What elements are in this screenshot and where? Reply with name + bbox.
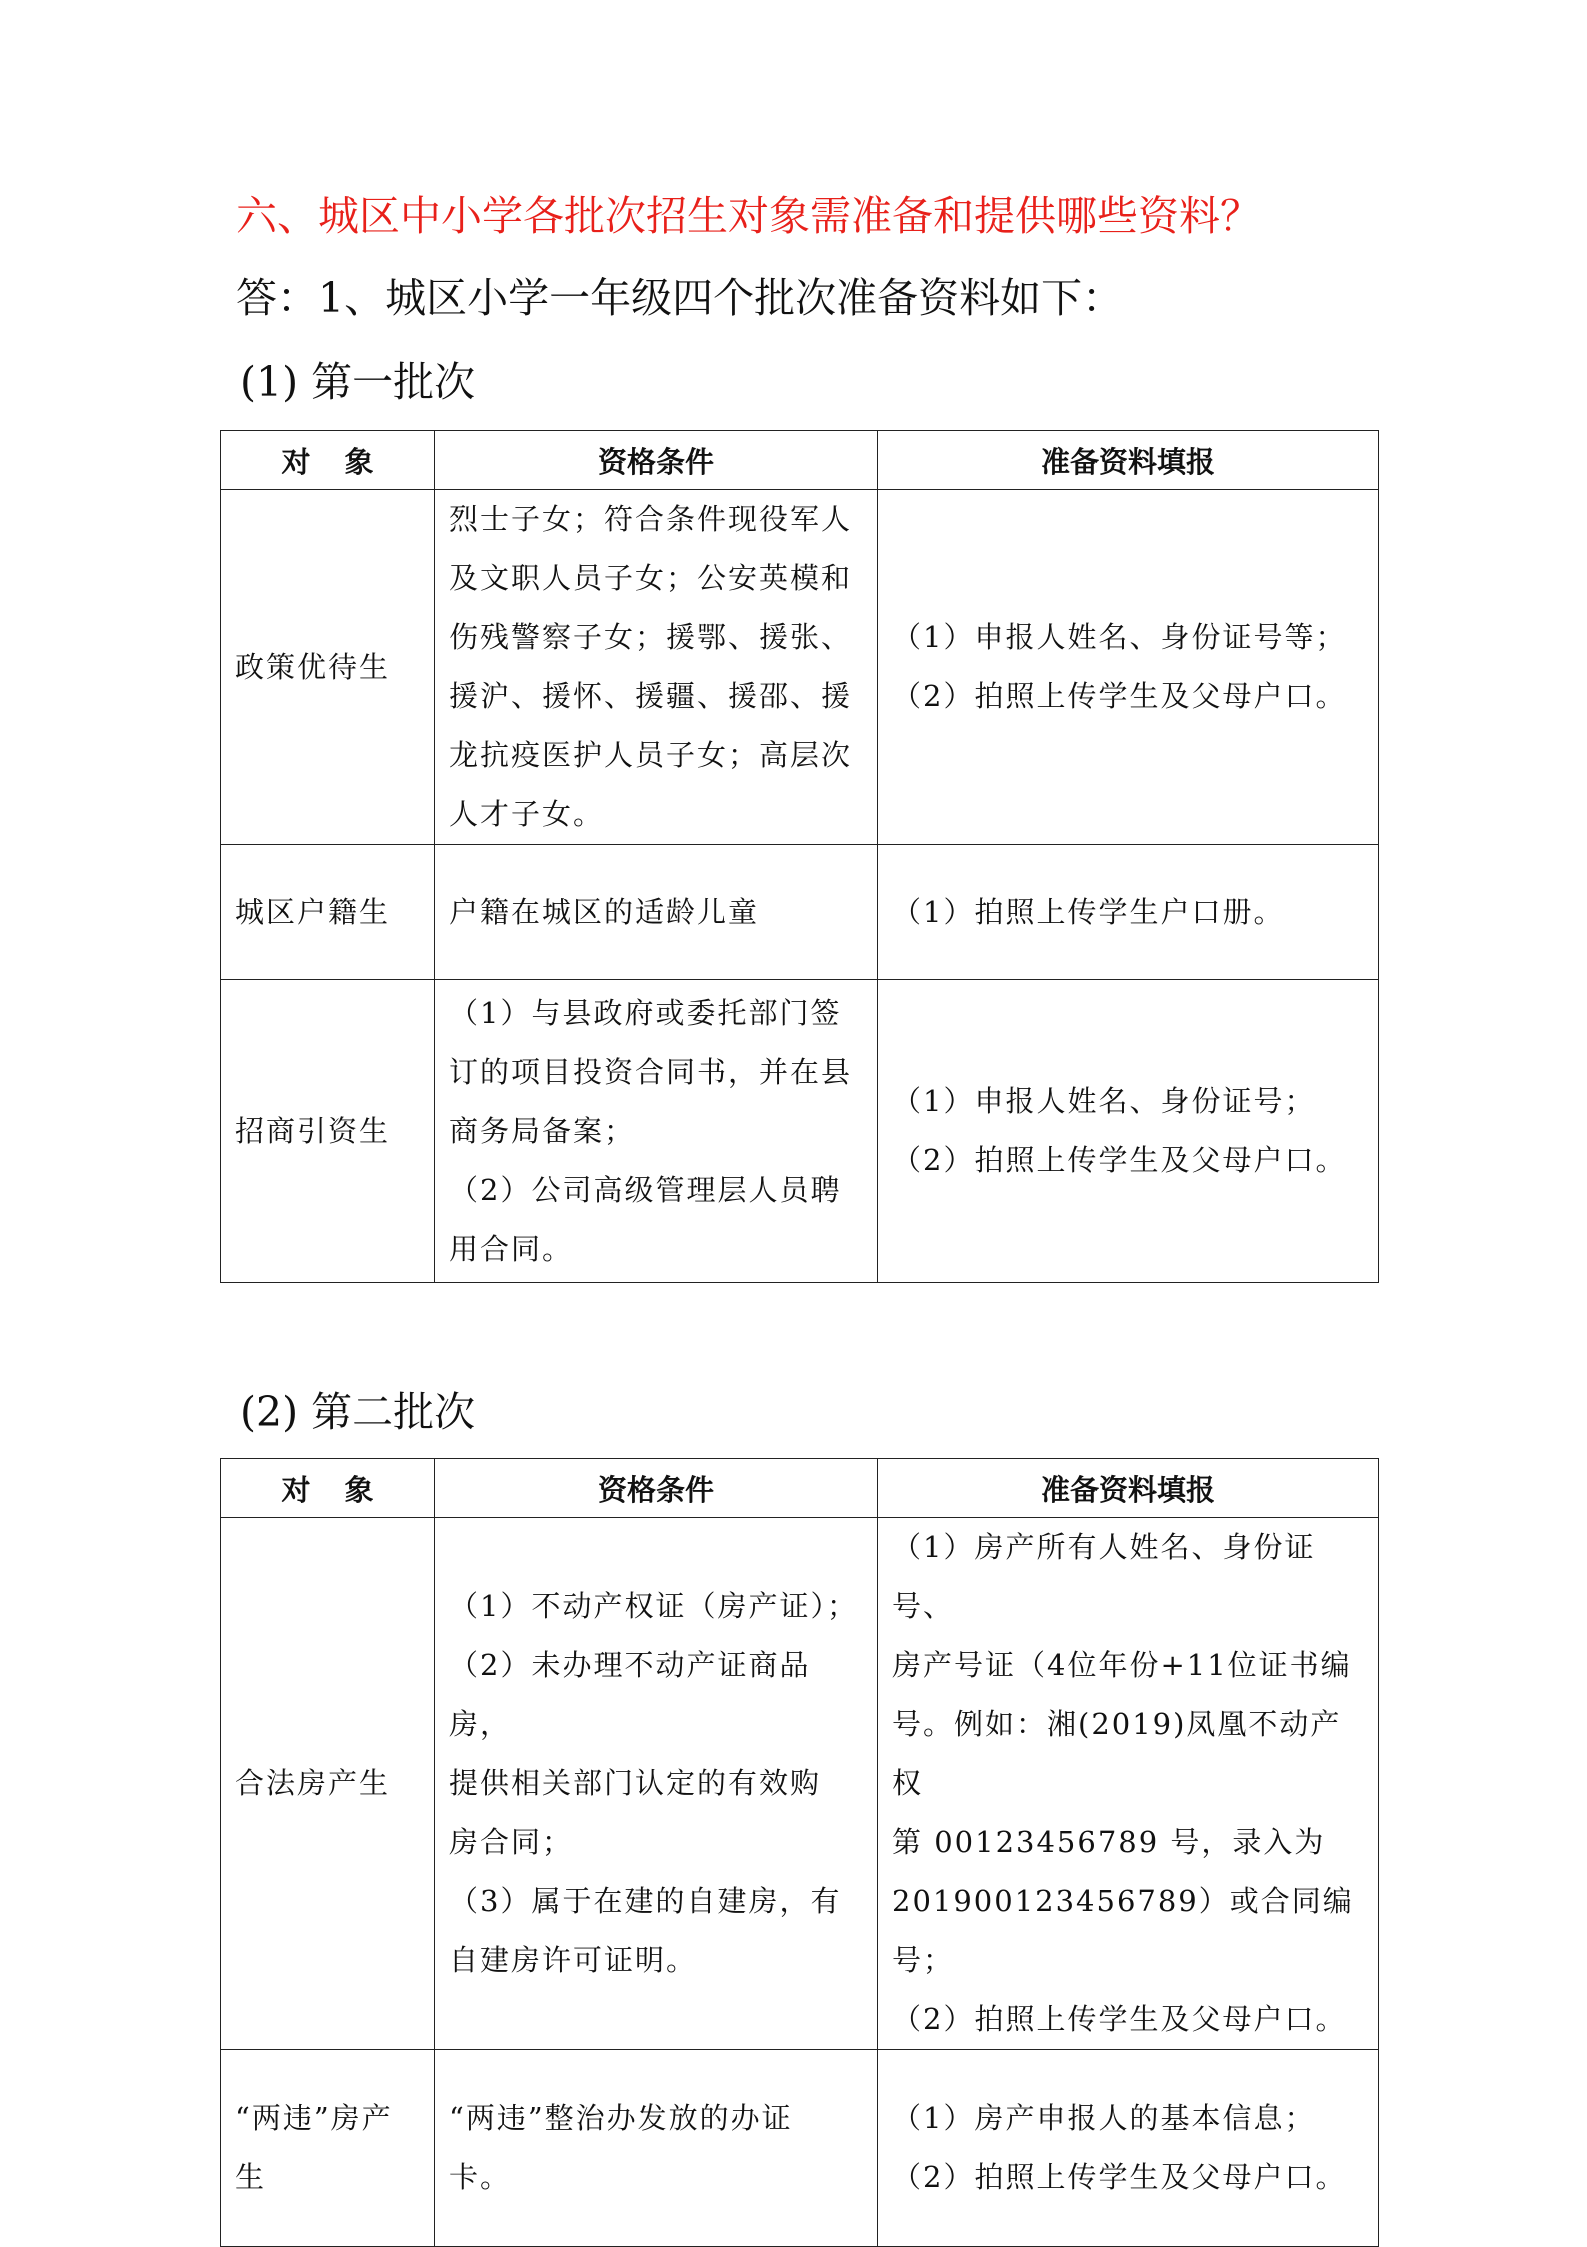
- row-object: 城区户籍生: [221, 845, 435, 980]
- qualification-line: 龙抗疫医护人员子女；高层次: [449, 738, 853, 772]
- header-object: 对象: [221, 431, 435, 490]
- materials-line: （2）拍照上传学生及父母户口。: [892, 2002, 1347, 2036]
- table-header-row: [221, 1459, 1379, 1518]
- question-title: 六、城区中小学各批次招生对象需准备和提供哪些资料？: [236, 192, 1261, 240]
- row-materials: [878, 2050, 1379, 2247]
- qualification-line: 订的项目投资合同书，并在县: [449, 1054, 853, 1089]
- table-row: [221, 845, 1379, 980]
- qualification-line: 用合同。: [449, 1231, 574, 1266]
- row-qualification: [435, 1518, 878, 2050]
- qualification-line: 烈士子女；符合条件现役军人: [449, 502, 853, 536]
- batch2-table: [220, 1458, 1379, 2247]
- header-object: 对象: [221, 1459, 435, 1518]
- table-row: [221, 2050, 1379, 2247]
- qualification-line: 户籍在城区的适龄儿童: [449, 894, 760, 929]
- materials-line: 第 00123456789 号，录入为: [892, 1825, 1326, 1859]
- row-object: 政策优待生: [221, 490, 435, 845]
- qualification-line: 卡。: [449, 2160, 512, 2194]
- table-header-row: [221, 431, 1379, 490]
- batch2-heading: (2) 第二批次: [240, 1388, 476, 1436]
- row-object: [221, 2050, 435, 2247]
- qualification-line: （2）未办理不动产证商品房，: [449, 1648, 811, 1741]
- object-line: “两违”房产: [235, 2101, 393, 2135]
- materials-line: 号。例如：湘(2019)凤凰不动产权: [892, 1707, 1342, 1800]
- qualification-line: “两违”整治办发放的办证: [449, 2101, 793, 2135]
- table-row: [221, 980, 1379, 1283]
- row-materials: [878, 490, 1379, 845]
- qualification-line: （3）属于在建的自建房，有: [449, 1884, 842, 1918]
- batch1-table: [220, 430, 1379, 1283]
- row-object: 招商引资生: [221, 980, 435, 1283]
- qualification-line: （2）公司高级管理层人员聘: [449, 1172, 842, 1207]
- object-line: 生: [235, 2160, 267, 2194]
- header-qualification: 资格条件: [435, 1459, 878, 1518]
- materials-line: （1）申报人姓名、身份证号等；: [892, 620, 1347, 654]
- row-qualification: [435, 845, 878, 980]
- qualification-line: （1）与县政府或委托部门签: [449, 995, 842, 1030]
- row-materials: [878, 1518, 1379, 2050]
- qualification-line: 提供相关部门认定的有效购: [449, 1766, 822, 1800]
- materials-line: （1）房产申报人的基本信息；: [892, 2101, 1316, 2135]
- materials-line: （1）拍照上传学生户口册。: [892, 894, 1285, 929]
- materials-line: （1）申报人姓名、身份证号；: [892, 1084, 1316, 1118]
- header-materials: 准备资料填报: [878, 431, 1379, 490]
- materials-line: 房产号证（4位年份+11位证书编: [892, 1648, 1352, 1682]
- header-materials: 准备资料填报: [878, 1459, 1379, 1518]
- qualification-line: 商务局备案；: [449, 1113, 636, 1148]
- row-object: 合法房产生: [221, 1518, 435, 2050]
- materials-line: （2）拍照上传学生及父母户口。: [892, 2160, 1347, 2194]
- row-materials: [878, 845, 1379, 980]
- materials-line: （2）拍照上传学生及父母户口。: [892, 679, 1347, 713]
- table-row: [221, 1518, 1379, 2050]
- materials-line: 201900123456789）或合同编号；: [892, 1884, 1354, 1977]
- qualification-line: 伤残警察子女；援鄂、援张、: [449, 620, 853, 654]
- answer-intro: 答：1、城区小学一年级四个批次准备资料如下：: [236, 274, 1124, 322]
- qualification-line: 自建房许可证明。: [449, 1943, 698, 1977]
- materials-line: （2）拍照上传学生及父母户口。: [892, 1143, 1347, 1177]
- header-qualification: 资格条件: [435, 431, 878, 490]
- row-qualification: [435, 980, 878, 1283]
- qualification-line: （1）不动产权证（房产证）；: [449, 1589, 858, 1623]
- qualification-line: 人才子女。: [449, 797, 605, 831]
- materials-line: （1）房产所有人姓名、身份证号、: [892, 1530, 1316, 1623]
- batch1-heading: (1) 第一批次: [240, 358, 476, 406]
- qualification-line: 及文职人员子女；公安英模和: [449, 561, 853, 595]
- row-qualification: [435, 490, 878, 845]
- qualification-line: 房合同；: [449, 1825, 574, 1859]
- row-materials: [878, 980, 1379, 1283]
- table-row: [221, 490, 1379, 845]
- qualification-line: 援沪、援怀、援疆、援邵、援: [449, 679, 853, 713]
- row-qualification: [435, 2050, 878, 2247]
